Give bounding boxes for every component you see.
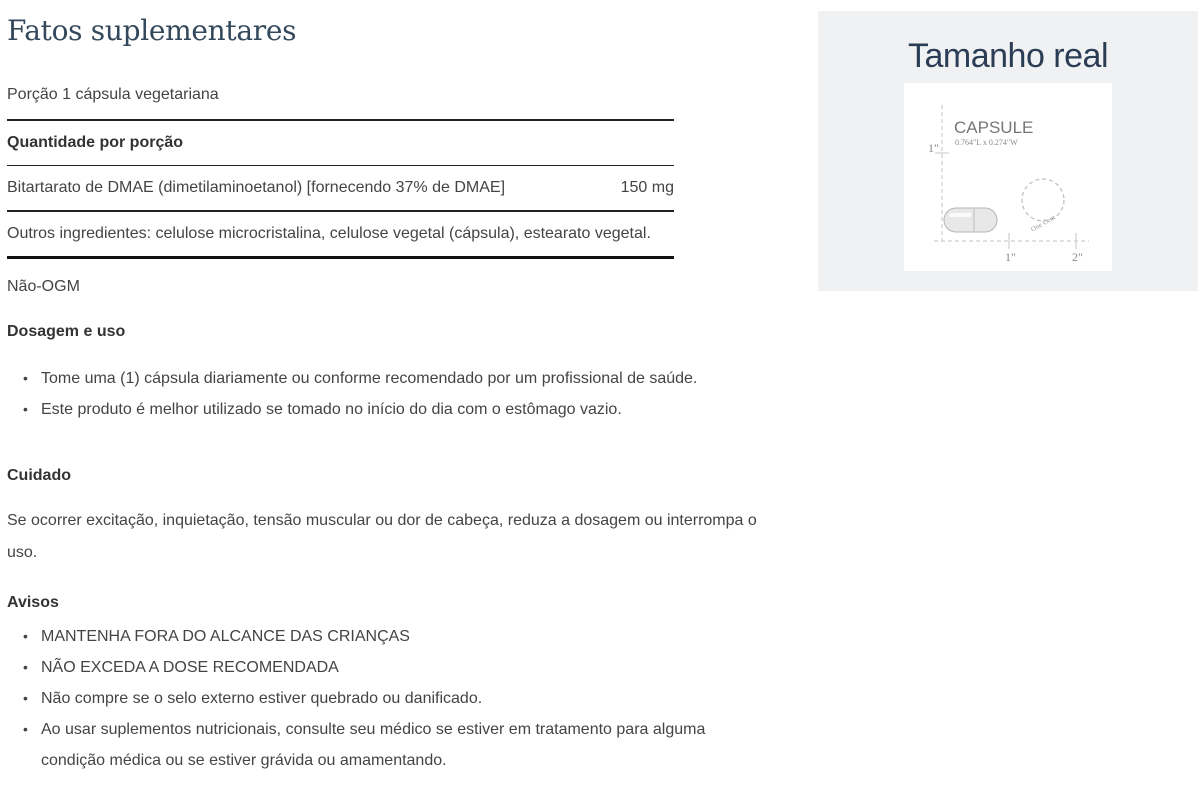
amount-per-serving-label: Quantidade por porção <box>7 133 184 151</box>
capsule-icon <box>944 208 997 232</box>
serving-size: Porção 1 cápsula vegetariana <box>7 86 219 103</box>
tick-label-2: 2" <box>1072 250 1083 264</box>
ingredient-name: Bitartarato de DMAE (dimetilaminoetanol) [fornecendo 37% de DMAE] <box>7 179 506 196</box>
dosage-list <box>21 363 761 425</box>
divider-thick <box>7 256 674 259</box>
list-item: • MANTENHA FORA DO ALCANCE DAS CRIANÇAS <box>21 621 761 652</box>
other-ingredients <box>7 212 674 256</box>
facts-table <box>7 119 674 259</box>
page-title: Fatos suplementares <box>7 14 297 47</box>
caution-text: Se ocorrer excitação, inquietação, tensão muscular ou dor de cabeça, reduza a dosagem ou interrompa o uso. <box>7 512 757 561</box>
non-gmo-label: Não-OGM <box>7 278 80 295</box>
other-ingredients-text: Outros ingredientes: celulose microcristalina, celulose vegetal (cápsula), estearato vegetal. <box>7 224 651 242</box>
ingredient-amount: 150 mg <box>620 179 674 196</box>
size-diagram-svg <box>904 83 1112 271</box>
capsule-size-diagram <box>904 83 1112 271</box>
list-item: • Não compre se o selo externo estiver quebrado ou danificado. <box>21 683 761 714</box>
list-item: • Tome uma (1) cápsula diariamente ou conforme recomendado por um profissional de saúde. <box>21 363 761 394</box>
actual-size-panel <box>818 11 1198 291</box>
list-item: • Ao usar suplementos nutricionais, consulte seu médico se estiver em tratamento para alguma condição médica ou se estiver grávida ou amamentando. <box>21 714 761 776</box>
coin-label: One Cent <box>1029 213 1057 234</box>
capsule-dimensions: 0.764"L x 0.274"W <box>955 138 1018 147</box>
warnings-heading: Avisos <box>7 594 59 611</box>
coin-outline <box>1022 179 1064 221</box>
facts-row <box>7 166 674 210</box>
capsule-label: CAPSULE <box>954 118 1034 137</box>
tick-label-1: 1" <box>1005 250 1016 264</box>
dosage-heading: Dosagem e uso <box>7 323 126 340</box>
warnings-list <box>21 621 761 776</box>
actual-size-title: Tamanho real <box>907 37 1108 75</box>
tick-label-vertical: 1" <box>928 141 939 155</box>
caution-heading: Cuidado <box>7 467 71 484</box>
facts-header <box>7 121 674 165</box>
list-item: • NÃO EXCEDA A DOSE RECOMENDADA <box>21 652 761 683</box>
list-item: • Este produto é melhor utilizado se tomado no início do dia com o estômago vazio. <box>21 394 761 425</box>
